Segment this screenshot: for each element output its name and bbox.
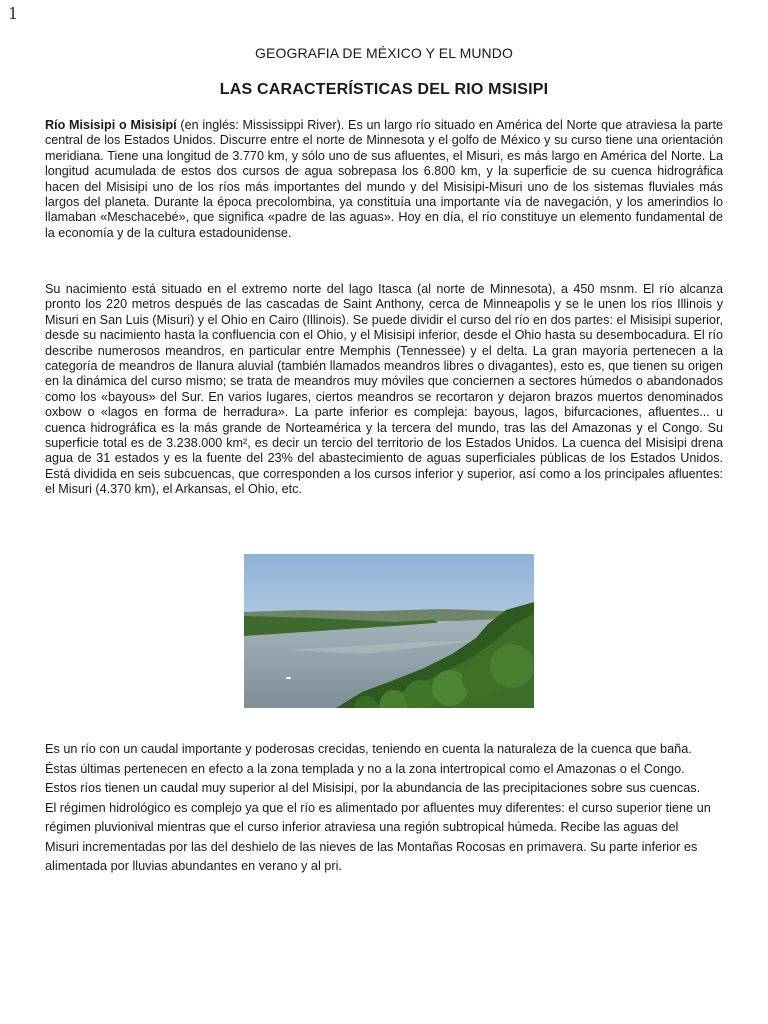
river-photo — [244, 554, 534, 708]
document-title: LAS CARACTERÍSTICAS DEL RIO MSISIPI — [219, 81, 549, 98]
paragraph-intro — [45, 118, 723, 241]
paragraph-flow: Es un río con un caudal importante y poderosas crecidas, teniendo en cuenta la naturaleza de la cuenca que baña. Éstas últimas pertenecen en efecto a la zona templada y no a la zona intertropical como el Amazonas o el Congo. Estos ríos tienen un caudal muy superior al del Misisipi, por la abundancia de las precipitaciones sobre sus cuencas. El régimen hidrológico es complejo ya que el río es alimentado por afluentes muy diferentes: el curso superior tiene un régimen pluvionival mientras que el curso inferior atraviesa una región subtropical húmeda. Recibe las aguas del Misuri incrementadas por las del deshielo de las nieves de las Montañas Rocosas en primavera. Su parte inferior es alimentada por lluvias abundantes en verano y al pri. — [45, 742, 711, 873]
paragraph-course: Su nacimiento está situado en el extremo norte del lago Itasca (al norte de Minnesota), a 450 msnm. El río alcanza pronto los 220 metros después de las cascadas de Saint Anthony, cerca de Minneapolis y se le unen los ríos Illinois y Misuri en San Luis (Misuri) y el Ohio en Cairo (Illinois). Se puede dividir el curso del río en dos partes: el Misisipi superior, desde su nacimiento hasta la confluencia con el Ohio, y el Misisipi inferior, desde el Ohio hasta su desembocadura. El río describe numerosos meandros, en particular entre Memphis (Tennessee) y el delta. La gran mayoría pertenecen a la categoría de meandros de llanura aluvial (también llamados meandros libres o divagantes), esto es, que tienen su origen en la dinámica del curso mismo; se trata de meandros muy móviles que conciernen a sectores húmedos o abandonados como los «bayous» del Sur. En varios lugares, ciertos meandros se recortaron y dejaron brazos muertos denominados oxbow o «lagos en forma de herradura». La parte inferior es compleja: bayous, lagos, bifurcaciones, afluentes... u cuenca hidrográfica es la más grande de Norteamérica y la tercera del mundo, tras las del Amazonas y el Congo. Su superficie total es de 3.238.000 km², es decir un tercio del territorio de los Estados Unidos. La cuenca del Misisipi drena agua de 31 estados y es la fuente del 23% del abastecimiento de aguas superficiales públicas de los Estados Unidos. Está dividida en seis subcuencas, que corresponden a los cursos inferior y superior, así como a los principales afluentes: el Misuri (4.370 km), el Arkansas, el Ohio, etc. — [45, 282, 723, 497]
paragraph-intro-lead: Río Misisipi o Misisipí — [45, 118, 177, 132]
document-subject: GEOGRAFIA DE MÉXICO Y EL MUNDO — [255, 45, 513, 61]
page-number: 1 — [8, 4, 19, 23]
river-landscape-illustration — [244, 554, 534, 708]
paragraph-intro-body: (en inglés: Mississippi River). Es un largo río situado en América del Norte que atraviesa la parte central de los Estados Unidos. Discurre entre el norte de Minnesota y el golfo de México y su curso tiene una orientación meridiana. Tiene una longitud de 3.770 km, y sólo uno de sus afluentes, el Misuri, es más largo en América del Norte. La longitud acumulada de estos dos cursos de agua sobrepasa los 6.800 km, y la superficie de su cuenca hidrográfica hacen del Misisipi uno de los ríos más importantes del mundo y del Misisipi-Misuri uno de los sistemas fluviales más largos del planeta. Durante la época precolombina, ya constituía una importante vía de navegación, y los amerindios lo llamaban «Meschacebé», que significa «padre de las aguas». Hoy en día, el río constituye un elemento fundamental de la economía y de la cultura estadounidense. — [45, 118, 723, 240]
